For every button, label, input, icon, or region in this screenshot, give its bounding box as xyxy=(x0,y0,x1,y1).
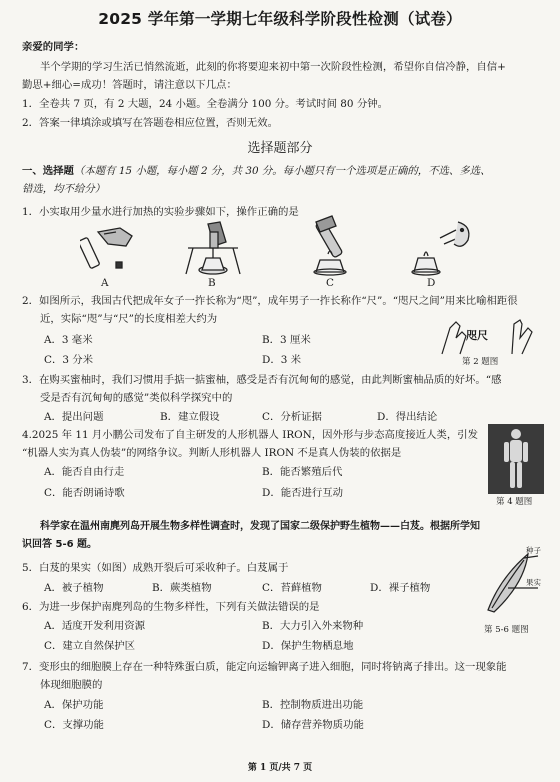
greeting: 亲爱的同学： xyxy=(22,41,85,53)
q1-label-a: A xyxy=(101,277,109,289)
q4-stem-2: “机器人实为真人伪装”的网络争议。判断人形机器人 IRON 不是真人伪装的依据是 xyxy=(22,447,402,459)
q4-option-a: A．能否自由行走 xyxy=(44,466,125,478)
q5-option-a: A．被子植物 xyxy=(44,582,104,594)
passage-line-2: 识回答 5-6 题。 xyxy=(22,539,98,550)
q3-stem-1: 3．在购买蜜柚时，我们习惯用手掂一掂蜜柚，感受是否有沉甸甸的感觉，由此判断蜜柚品质的好坏。“感 xyxy=(22,374,502,386)
q1-figure-d xyxy=(400,216,476,276)
q2-option-b: B．3 厘米 xyxy=(262,334,311,346)
q4-robot-photo xyxy=(488,424,544,494)
q5-option-c: C．苔藓植物 xyxy=(262,582,322,594)
q2-stem-1: 2．如图所示，我国古代把成年女子一拃长称为“咫”，成年男子一拃长称作“尺”。“咫尺之间”用来比喻相距很 xyxy=(22,295,518,307)
q56-caption: 第 5-6 题图 xyxy=(484,625,529,635)
q1-stem: 1．小实取用少量水进行加热的实验步骤如下，操作正确的是 xyxy=(22,206,299,218)
section-title: 选择题部分 xyxy=(247,141,313,156)
q4-caption: 第 4 题图 xyxy=(496,497,533,507)
page-title: 2025 学年第一学期七年级科学阶段性检测（试卷） xyxy=(98,10,462,28)
passage-line-1: 科学家在温州南麂列岛开展生物多样性调查时，发现了国家二级保护野生植物——白芨。根据所学知 xyxy=(40,521,480,532)
q7-option-b: B．控制物质进出功能 xyxy=(262,699,364,711)
q3-stem-2: 受是否有沉甸甸的感觉”类似科学探究中的 xyxy=(40,392,233,404)
part1-desc-2: 错选，均不给分） xyxy=(22,183,106,195)
q1-figure-c xyxy=(296,214,366,276)
q1-label-c: C xyxy=(326,277,334,289)
q2-figure xyxy=(436,318,536,358)
q2-caption: 第 2 题图 xyxy=(462,357,499,367)
q1-figure-a xyxy=(80,222,140,274)
q3-option-c: C．分析证据 xyxy=(262,411,322,423)
q4-option-b: B．能否繁殖后代 xyxy=(262,466,343,478)
q3-option-b: B．建立假设 xyxy=(160,411,220,423)
q1-figure-b xyxy=(178,218,248,276)
q3-option-a: A．提出问题 xyxy=(44,411,104,423)
q7-stem-1: 7．变形虫的细胞膜上存在一种特殊蛋白质，能定向运输钾离子进入细胞，同时将钠离子排出。这一现象能 xyxy=(22,661,507,673)
q2-stem-2: 近，实际“咫”与“尺”的长度相差大约为 xyxy=(40,313,218,325)
q6-option-c: C．建立自然保护区 xyxy=(44,640,136,652)
q5-stem: 5．白芨的果实（如图）成熟开裂后可采收种子。白芨属于 xyxy=(22,562,289,574)
q6-option-d: D．保护生物栖息地 xyxy=(262,640,354,652)
intro-line-2: 勤思+细心=成功！答题时，请注意以下几点： xyxy=(22,79,237,91)
q7-option-c: C．支撑功能 xyxy=(44,719,104,731)
q6-option-b: B．大力引入外来物种 xyxy=(262,620,364,632)
q3-option-d: D．得出结论 xyxy=(377,411,438,423)
intro-line-1: 半个学期的学习生活已悄然流逝，此刻的你将要迎来初中第一次阶段性检测，希望你自信冷静，自信+ xyxy=(40,61,506,73)
q2-option-d: D．3 米 xyxy=(262,354,302,366)
part1-desc: （本题有 15 小题，每小题 2 分，共 30 分。每小题只有一个选项是正确的，不选、多选、 xyxy=(73,165,491,177)
page-footer: 第 1 页/共 7 页 xyxy=(247,763,313,773)
q4-option-d: D．能否进行互动 xyxy=(262,487,344,499)
q5-option-b: B．蕨类植物 xyxy=(152,582,212,594)
q5-label-fruit: 果实 xyxy=(526,578,541,587)
q4-stem-1: 4.2025 年 11 月小鹏公司发布了自主研发的人形机器人 IRON，因外形与步态高度接近人类，引发 xyxy=(22,429,478,441)
q2-figure-text: 咫尺 xyxy=(466,329,488,342)
part1-heading-line xyxy=(22,164,491,179)
q5-label-seed: 种子 xyxy=(526,546,541,555)
q7-option-d: D．储存营养物质功能 xyxy=(262,719,364,731)
q5-option-d: D．裸子植物 xyxy=(370,582,431,594)
q7-option-a: A．保护功能 xyxy=(44,699,104,711)
q2-option-a: A．3 毫米 xyxy=(44,334,93,346)
q1-label-b: B xyxy=(208,277,216,289)
q6-option-a: A．适度开发利用资源 xyxy=(44,620,146,632)
q6-stem: 6．为进一步保护南麂列岛的生物多样性，下列有关做法错误的是 xyxy=(22,601,320,613)
note-1: 1．全卷共 7 页，有 2 大题，24 小题。全卷满分 100 分。考试时间 80 分钟。 xyxy=(22,98,388,110)
q5-fruit-figure xyxy=(480,548,546,618)
q1-label-d: D xyxy=(427,277,436,289)
q4-option-c: C．能否朗诵诗歌 xyxy=(44,487,125,499)
note-2: 2．答案一律填涂或填写在答题卷相应位置，否则无效。 xyxy=(22,117,278,129)
q2-option-c: C．3 分米 xyxy=(44,354,94,366)
q7-stem-2: 体现细胞膜的 xyxy=(40,679,103,691)
part1-heading: 一、选择题 xyxy=(22,165,74,177)
